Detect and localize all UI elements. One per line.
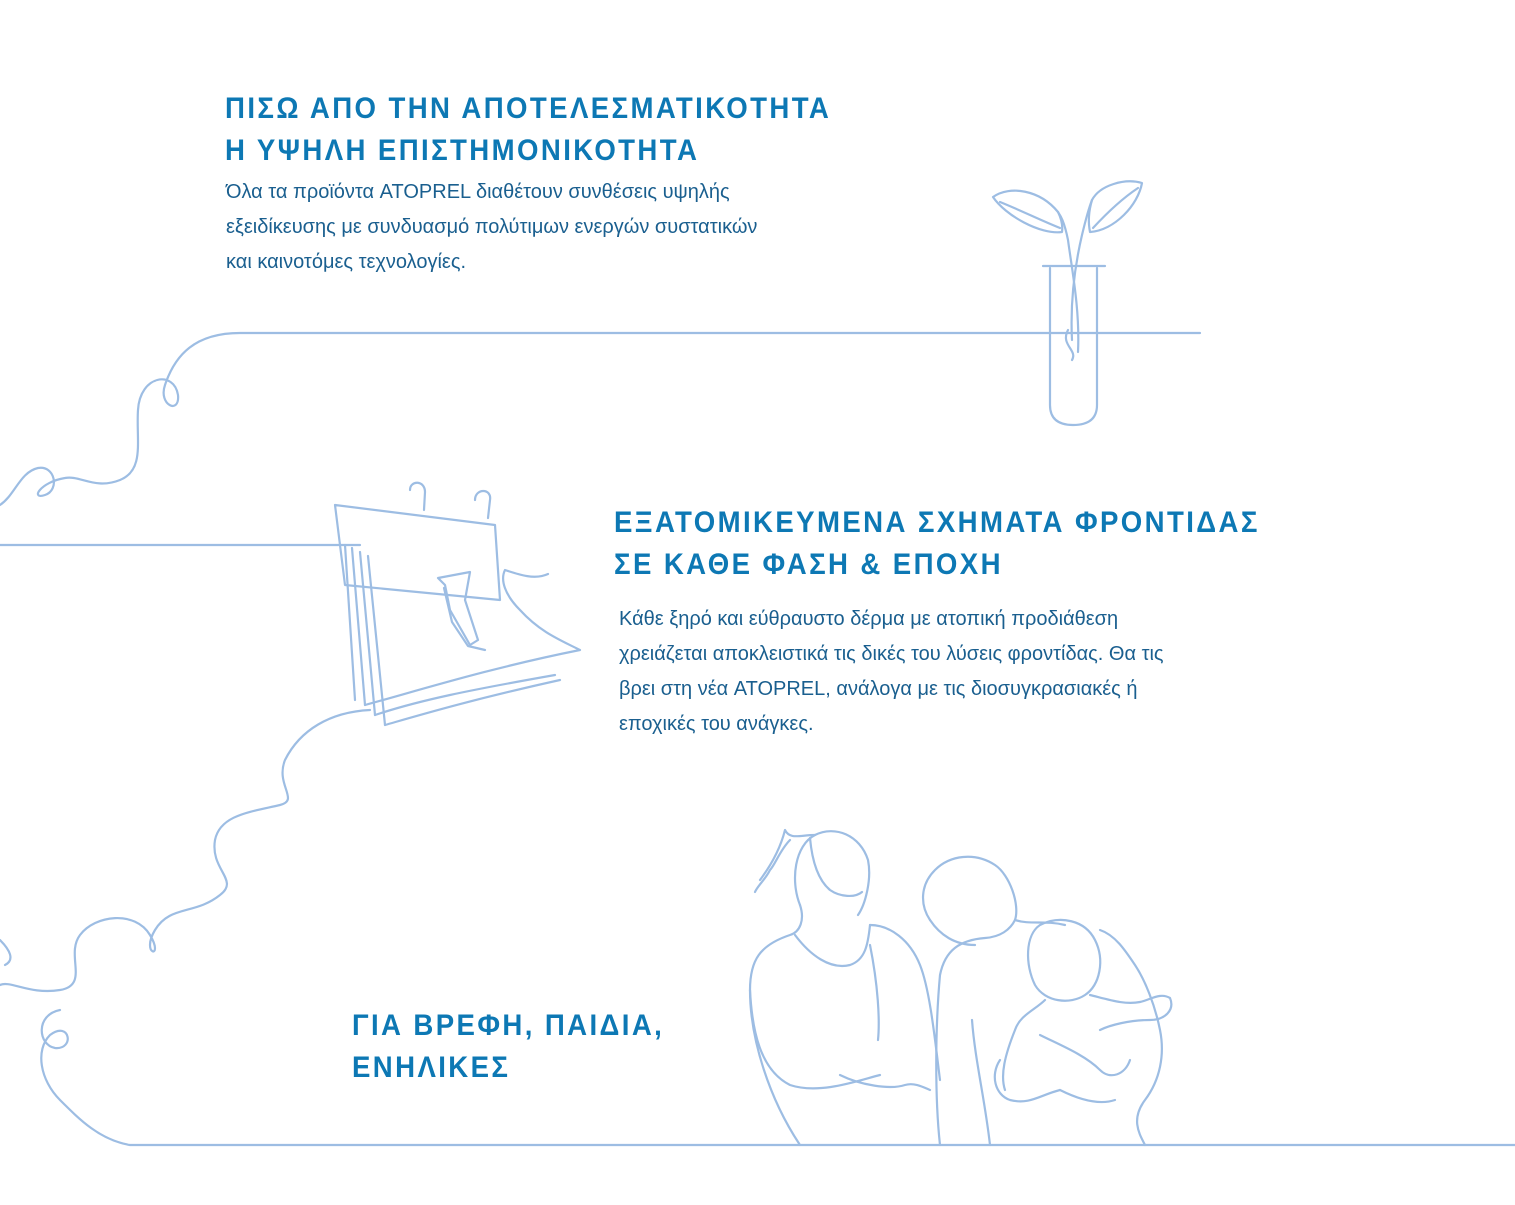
text-line: Κάθε ξηρό και εύθραυστο δέρμα με ατοπική προδιάθεση (619, 608, 1119, 630)
heading-line: ΠΙΣΩ ΑΠΟ ΤΗΝ ΑΠΟΤΕΛΕΣΜΑΤΙΚΟΤΗΤΑ (225, 92, 832, 125)
heading-line: Η ΥΨΗΛΗ ΕΠΙΣΤΗΜΟΝΙΚΟΤΗΤΑ (225, 134, 700, 167)
text-line: χρειάζεται αποκλειστικά τις δικές του λύσεις φροντίδας. Θα τις (619, 643, 1164, 665)
heading-line: ΕΝΗΛΙΚΕΣ (352, 1051, 511, 1084)
heading-line: ΕΞΑΤΟΜΙΚΕΥΜΕΝΑ ΣΧΗΜΑΤΑ ΦΡΟΝΤΙΔΑΣ (614, 506, 1260, 539)
text-line: βρει στη νέα ATOPREL, ανάλογα με τις διοσυγκρασιακές ή (619, 678, 1138, 700)
section-heading-scientific (225, 88, 869, 172)
text-line: εξειδίκευσης με συνδυασμό πολύτιμων ενεργών συστατικών (226, 216, 758, 238)
section-heading-audience (352, 1005, 738, 1089)
text-line: και καινοτόμες τεχνολογίες. (226, 251, 467, 273)
section-heading-care-regimens (614, 502, 1313, 586)
calendar-icon (335, 483, 580, 725)
section-text-scientific (226, 175, 916, 280)
section-text-care-regimens (619, 602, 1319, 742)
heading-line: ΣΕ ΚΑΘΕ ΦΑΣΗ & ΕΠΟΧΗ (614, 548, 1003, 581)
family-illustration (750, 830, 1171, 1145)
text-line: Όλα τα προϊόντα ATOPREL διαθέτουν συνθέσεις υψηλής (226, 181, 730, 203)
text-line: εποχικές του ανάγκες. (619, 713, 814, 735)
heading-line: ΓΙΑ ΒΡΕΦΗ, ΠΑΙΔΙΑ, (352, 1009, 665, 1042)
plant-test-tube-icon (993, 181, 1142, 425)
